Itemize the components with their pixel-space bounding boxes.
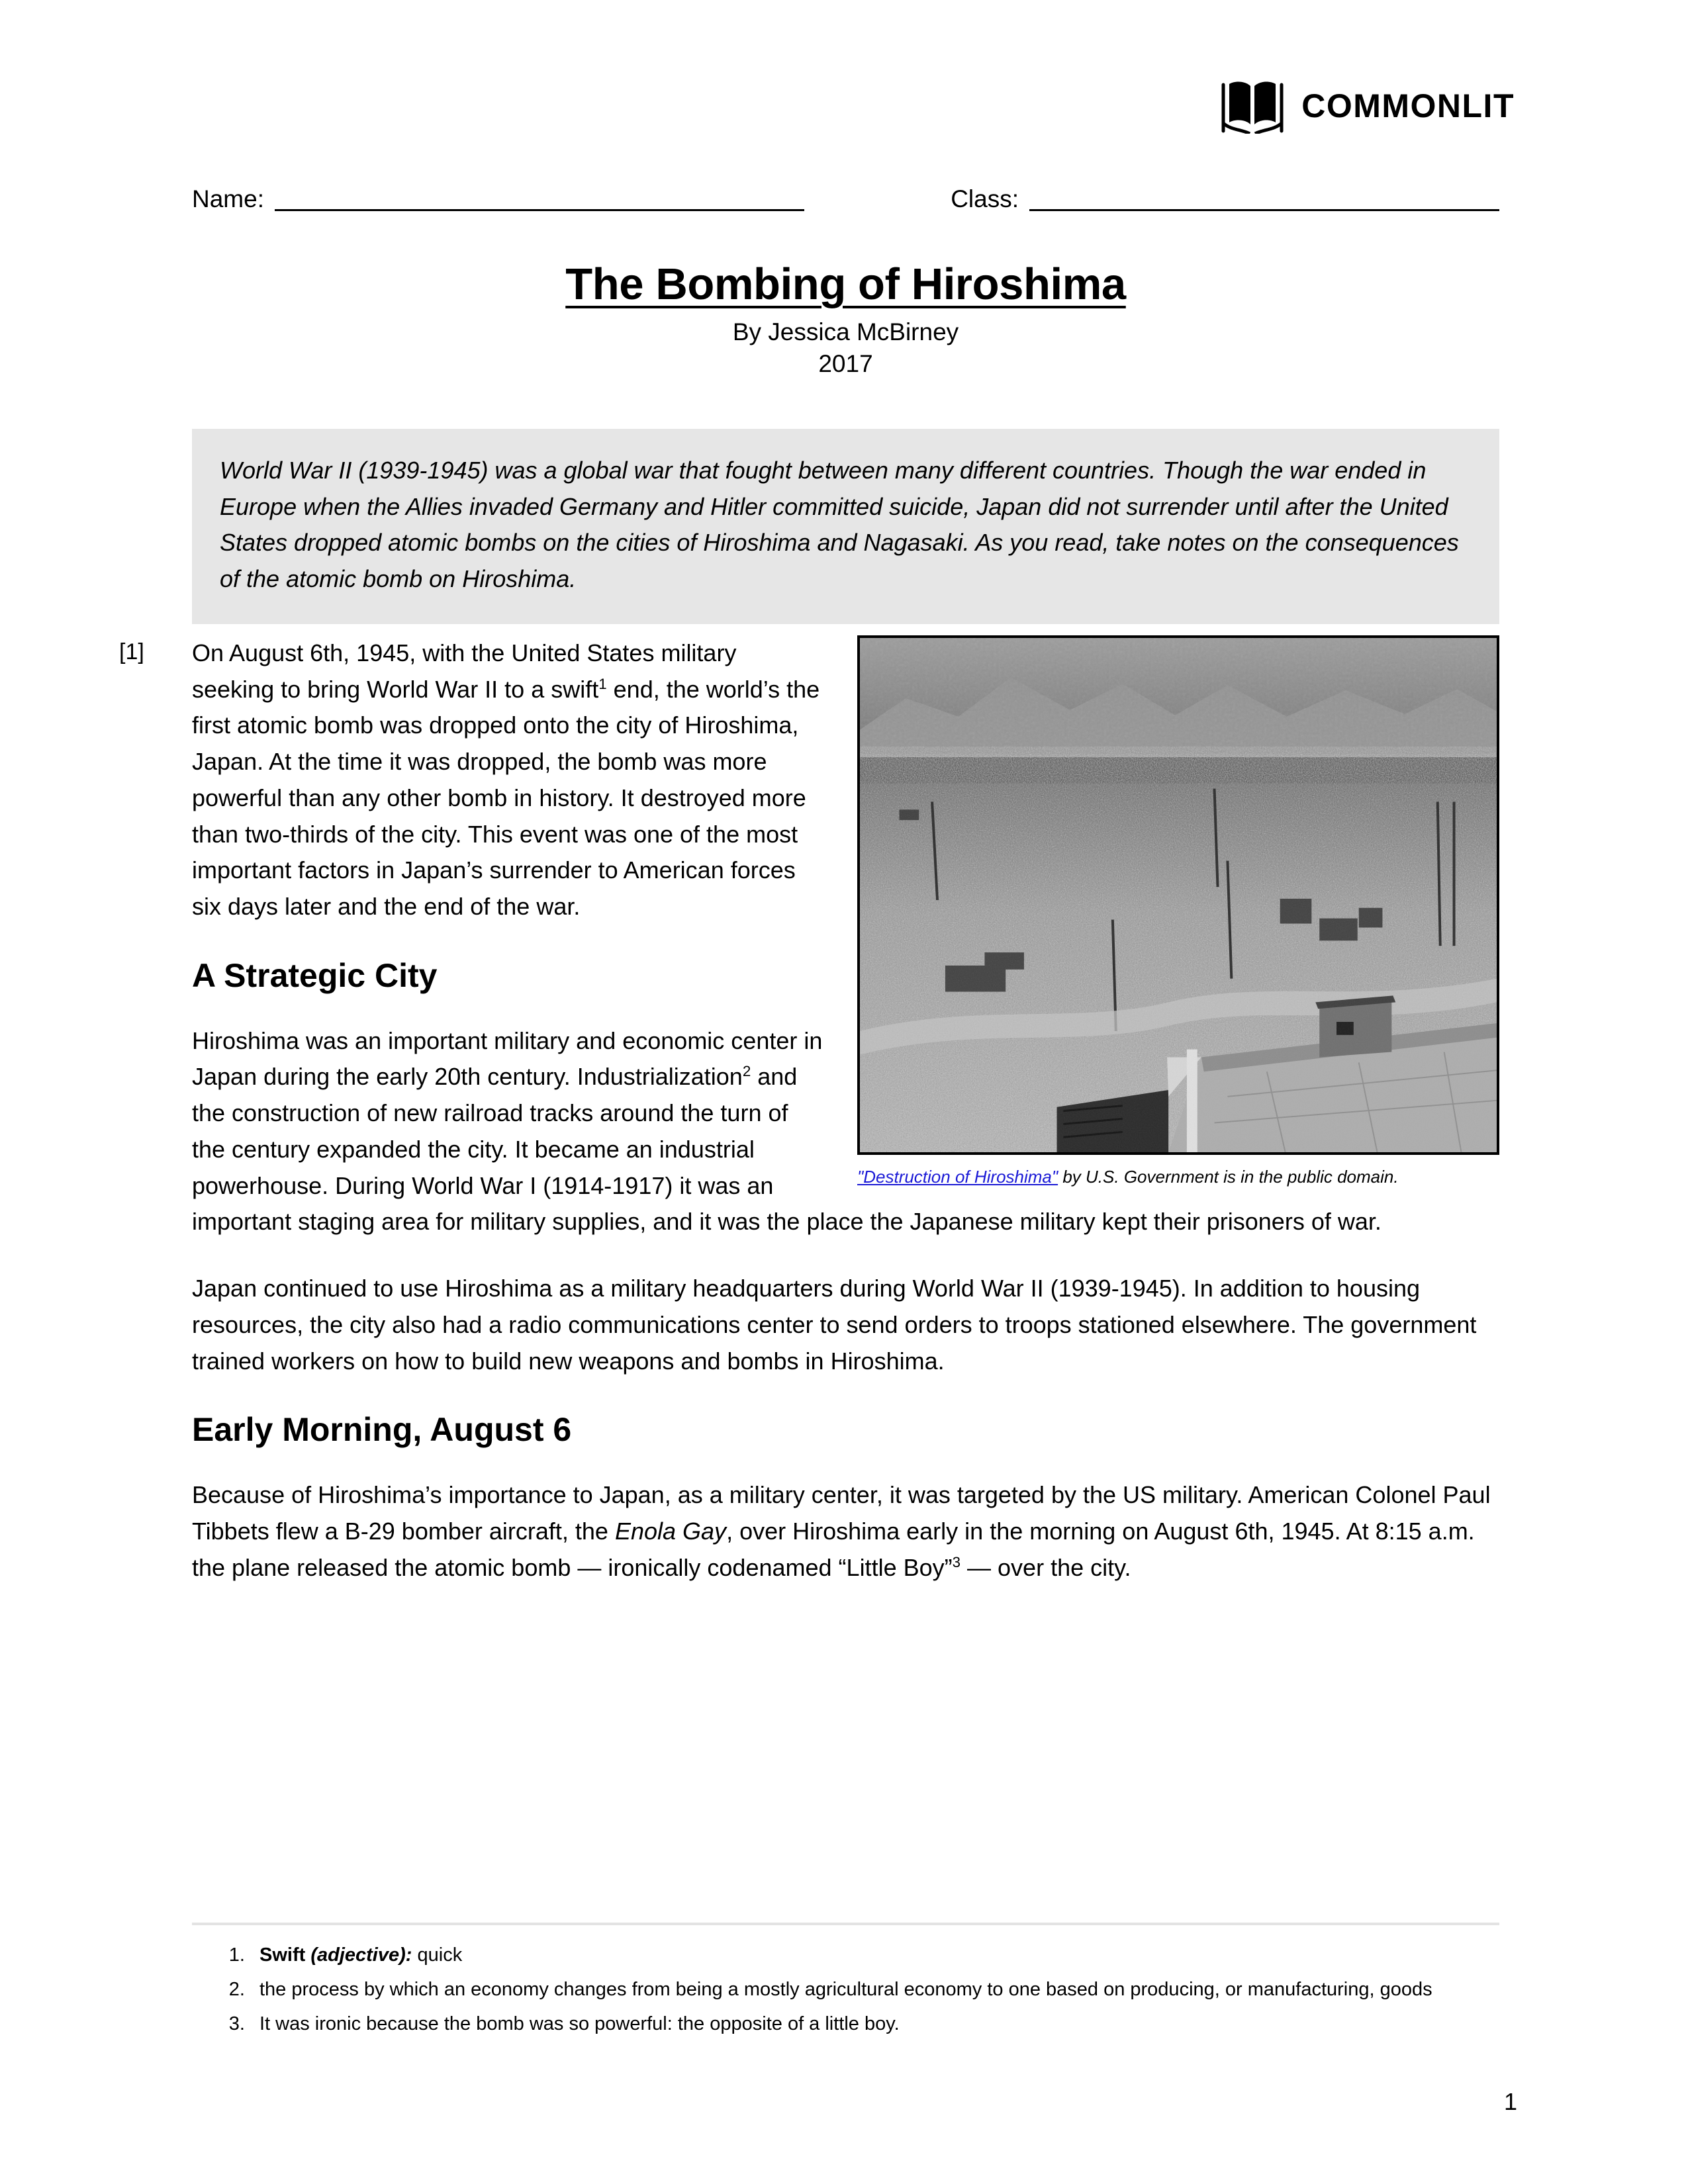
footnote-ref-3[interactable]: 3: [952, 1553, 961, 1570]
brand-name: COMMONLIT: [1301, 87, 1515, 124]
commonlit-logo: [1221, 78, 1515, 134]
open-book-icon: [1221, 78, 1284, 134]
paragraph-4-part-b: , over Hiroshima early in the morning on August 6th, 1945. At 8:15 a.m. the plane released the atomic bomb — ironically codenamed “Little Boy”: [192, 1517, 1475, 1581]
paragraph-4-part-c: — over the city.: [961, 1553, 1131, 1581]
paragraph-1-part-b: end, the world’s the first atomic bomb was dropped onto the city of Hiroshima, Japan. At the time it was dropped, the bomb was more powerful than any other bomb in history. It destroyed more than two-thirds of the city. This event was one of the most important factors in Japan’s surrender to American forces six days later and the end of the war.: [192, 675, 820, 921]
footnote-1-definition: quick: [412, 1944, 463, 1966]
name-label: Name:: [192, 185, 264, 212]
footnote-2-definition: the process by which an economy changes from being a mostly agricultural economy to one based on producing, or manufacturing, goods: [259, 1979, 1432, 2001]
page-title: The Bombing of Hiroshima: [565, 259, 1126, 309]
paragraph-1: [119, 635, 1499, 925]
class-label: Class:: [951, 185, 1019, 212]
byline: By Jessica McBirney: [732, 318, 959, 346]
footnote-ref-2[interactable]: 2: [742, 1063, 751, 1080]
aircraft-name: Enola Gay: [614, 1517, 727, 1545]
footnote-ref-1[interactable]: 1: [598, 675, 607, 692]
paragraph-4-part-a: Because of Hiroshima’s importance to Japan, as a military center, it was targeted by the US military. American Colonel Paul Tibbets flew a B-29 bomber aircraft, the: [192, 1481, 1491, 1545]
paragraph-number-1: [1]: [119, 639, 144, 664]
student-info-row: [192, 187, 1499, 211]
footnote-3-definition: It was ironic because the bomb was so powerful: the opposite of a little boy.: [259, 2013, 900, 2035]
footnotes-section: [192, 1923, 1499, 2044]
name-field-group: [192, 187, 804, 211]
footnote-list: [192, 1941, 1499, 2038]
figure-source-link[interactable]: "Destruction of Hiroshima": [857, 1167, 1058, 1187]
section-heading-strategic-city: A Strategic City: [192, 956, 438, 994]
section-heading-early-morning: Early Morning, August 6: [192, 1411, 572, 1449]
footnote-divider: [192, 1923, 1499, 1925]
page-number: 1: [1503, 2088, 1517, 2115]
title-block: [192, 258, 1499, 380]
name-input-line[interactable]: [275, 187, 804, 211]
article-body: [119, 635, 1499, 1616]
footnote-1-term: Swift: [259, 1944, 306, 1966]
class-field-group: [951, 187, 1499, 211]
paragraph-3: Japan continued to use Hiroshima as a military headquarters during World War II (1939-1945). In addition to housing resources, the city also had a radio communications center to send orders to troops stationed elsewhere. The government trained workers on how to build new weapons and bombs in Hiroshima.: [192, 1275, 1477, 1375]
publication-year: 2017: [818, 350, 873, 378]
paragraph-4: [192, 1477, 1499, 1586]
intro-callout-box: [192, 429, 1499, 624]
paragraph-2-part-b: and the construction of new railroad tracks around the turn of the century expanded the city. It became an industrial powerhouse. During World War I (1914-1917) it was an important staging area for military supplies, and it was the place the Japanese military kept their prisoners of war.: [192, 1063, 1382, 1236]
class-input-line[interactable]: [1029, 187, 1499, 211]
paragraph-2-part-a: Hiroshima was an important military and economic center in Japan during the early 20th century. Industrialization: [192, 1026, 823, 1091]
footnote-item-2: [250, 1976, 1499, 2003]
intro-text: World War II (1939-1945) was a global war that fought between many different countries. Though the war ended in Europe when the Allies invaded Germany and Hitler committed suicide, Japan did not surrender until after the United States dropped atomic bombs on the cities of Hiroshima and Nagasaki. As you read, take notes on the consequences of the atomic bomb on Hiroshima.: [220, 457, 1459, 593]
footnote-1-pos: (adjective):: [305, 1944, 412, 1966]
figure-credit-text: by U.S. Government is in the public domain.: [1058, 1167, 1399, 1187]
figure-caption: [857, 1165, 1499, 1189]
paragraph-1-part-a: On August 6th, 1945, with the United States military seeking to bring World War II to a swift: [192, 639, 737, 703]
footnote-item-3: [250, 2010, 1499, 2038]
footnote-item-1: [250, 1941, 1499, 1969]
